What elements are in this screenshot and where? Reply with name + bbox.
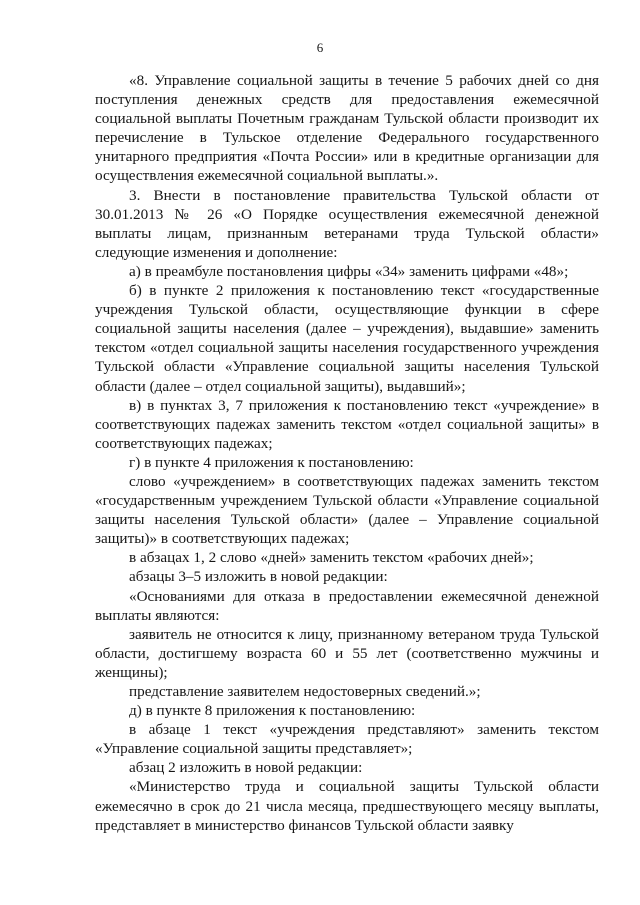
- paragraph-item-8-amendment: «8. Управление социальной защиты в течение 5 рабочих дней со дня поступления денежных средств для предоставления ежемесячной социальной выплаты Почетным гражданам Тульской области производит их перечисление в Тульское отделение Федерального государственного унитарного предприятия «Почта России» или в кредитные организации для осуществления ежемесячной социальной выплаты.».: [95, 72, 599, 185]
- paragraph-ministry: «Министерство труда и социальной защиты Тульской области ежемесячно в срок до 21 числа месяца, предшествующего месяцу выплаты, представляет в министерство финансов Тульской области заявку: [95, 778, 599, 834]
- paragraph-abzac-2-intro: абзац 2 изложить в новой редакции:: [129, 759, 363, 777]
- document-body: [95, 71, 599, 835]
- paragraph-subitem-v: в) в пунктах 3, 7 приложения к постановлению текст «учреждение» в соответствующих падежах заменить текстом «отдел социальной защиты» в соответствующих падежах;: [95, 396, 599, 452]
- paragraph-subitem-a: а) в преамбуле постановления цифры «34» заменить цифрами «48»;: [129, 262, 569, 280]
- paragraph-subitem-b: б) в пункте 2 приложения к постановлению текст «государственные учреждения Тульской области, осуществляющие функции в сфере социальной защиты населения (далее – учреждения), выдавшие» заменить текстом «отдел социальной защиты населения государственного учреждения Тульской области «Управление социальной защиты населения Тульской области (далее – отдел социальной защиты), выдавший»;: [95, 282, 599, 395]
- paragraph-days-replacement: в абзацах 1, 2 слово «дней» заменить текстом «рабочих дней»;: [129, 549, 534, 567]
- paragraph-section-3: 3. Внести в постановление правительства Тульской области от 30.01.2013 № 26 «О Порядке осуществления ежемесячной денежной выплаты лицам, признанным ветеранами труда Тульской области» следующие изменения и дополнение:: [95, 186, 599, 261]
- paragraph-subitem-d: д) в пункте 8 приложения к постановлению:: [129, 702, 416, 720]
- page-number: 6: [316, 40, 324, 55]
- paragraph-abzac-1: в абзаце 1 текст «учреждения представляют» заменить текстом «Управление социальной защиты представляет»;: [95, 721, 599, 758]
- paragraph-refusal-ground-2: представление заявителем недостоверных сведений.»;: [129, 683, 481, 700]
- paragraph-refusal-ground-1: заявитель не относится к лицу, признанному ветераном труда Тульской области, достигшему возраста 60 и 55 лет (соответственно мужчины и женщины);: [95, 625, 599, 681]
- paragraph-word-replacement: слово «учреждением» в соответствующих падежах заменить текстом «государственным учреждением Тульской области «Управление социальной защиты населения Тульской области» (далее – Управление социальной защиты)» в соответствующих падежах;: [95, 472, 599, 548]
- paragraph-new-wording-intro: абзацы 3–5 изложить в новой редакции:: [129, 568, 388, 586]
- paragraph-subitem-g: г) в пункте 4 приложения к постановлению:: [129, 453, 414, 471]
- paragraph-refusal-grounds: «Основаниями для отказа в предоставлении ежемесячной денежной выплаты являются:: [95, 587, 599, 624]
